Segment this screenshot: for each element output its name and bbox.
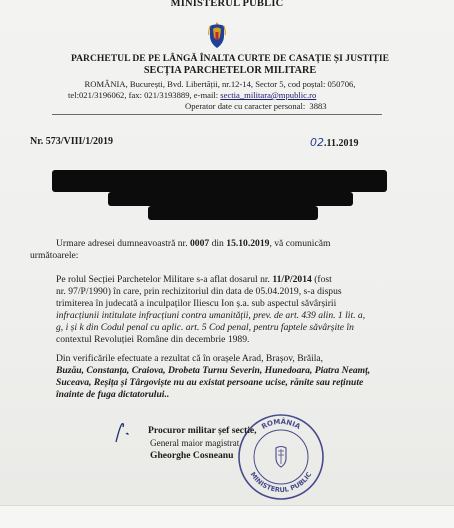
address-number: 0007 xyxy=(190,238,210,249)
paragraph-intro-line: următoarele: xyxy=(30,250,79,261)
registration-number: Nr. 573/VIII/1/2019 xyxy=(30,136,113,147)
ministry-heading: MINISTERUL PUBLIC xyxy=(170,0,284,9)
contact-line xyxy=(68,90,316,100)
address-line: ROMÂNIA, București, Bvd. Libertății, nr.12-14, Sector 5, cod poștal: 050706, xyxy=(84,79,356,89)
text-fragment: Urmare adresei dumneavoastră nr. xyxy=(56,238,188,249)
paragraph-intro-line xyxy=(56,238,330,250)
section-title: SECȚIA PARCHETELOR MILITARE xyxy=(143,65,317,76)
paragraph-findings-line: înainte de fuga dictatorului.. xyxy=(56,389,170,400)
stamp-top-text: ROMÂNIA xyxy=(260,417,302,431)
paragraph-findings-line: Din verificările efectuate a rezultat că în orașele Arad, Brașov, Brăila, xyxy=(56,353,324,364)
case-number: 11/P/2014 xyxy=(272,274,312,285)
paragraph-case-line: infracțiunii intitulate infracțiuni contra umanității, prev. de art. 439 alin. 1 lit. a, xyxy=(56,310,366,321)
svg-text:ROMÂNIA xyxy=(260,417,302,431)
paragraph-case-line: contextul Revoluției Române din decembrie 1989. xyxy=(56,334,250,345)
stamp-bottom-text: MINISTERUL PUBLIC xyxy=(248,470,314,495)
signature-stroke-icon xyxy=(112,420,134,446)
operator-label: Operator date cu caracter personal: xyxy=(185,101,306,111)
address-date: 15.10.2019 xyxy=(226,238,270,249)
text-fragment: (fost xyxy=(314,274,332,285)
official-stamp-icon xyxy=(236,412,326,502)
redaction-block xyxy=(148,206,318,220)
text-fragment: din xyxy=(211,238,224,249)
header-divider xyxy=(52,114,382,115)
svg-text:MINISTERUL PUBLIC xyxy=(249,471,314,494)
paragraph-findings-line: Suceava, Reșița și Târgoviște nu au existat persoane ucise, rănite sau reținute xyxy=(56,377,364,388)
document-date xyxy=(310,136,358,149)
romanian-coat-of-arms-icon xyxy=(207,21,227,49)
paragraph-case-line xyxy=(56,274,332,286)
signatory-rank: General maior magistrat xyxy=(150,438,240,448)
paragraph-case-line: g, i și k din Codul penal cu aplic. art. 5 Cod penal, pentru faptele săvârșite în xyxy=(56,322,354,333)
text-fragment: , vă comunicăm xyxy=(269,238,331,249)
contact-prefix: tel:021/3196062, fax: 021/3193889, e-mail: xyxy=(68,90,219,100)
redaction-block xyxy=(52,170,387,192)
prosecutor-office-title: PARCHETUL DE PE LÂNGĂ ÎNALTA CURTE DE CASAȚIE ȘI JUSTIȚIE xyxy=(70,53,390,64)
email-link[interactable]: sectia_militara@mpublic.ro xyxy=(220,90,317,100)
page-bottom-edge xyxy=(0,505,454,528)
signatory-role: Procuror militar șef secție, xyxy=(148,425,257,436)
text-fragment: Pe rolul Secției Parchetelor Militare s-a aflat dosarul nr. xyxy=(56,274,270,285)
signatory-name: Gheorghe Cosneanu xyxy=(150,450,234,461)
date-rest: .11.2019 xyxy=(324,138,359,149)
operator-number: 3883 xyxy=(309,101,327,111)
redaction-block xyxy=(108,192,353,206)
operator-line xyxy=(185,101,327,111)
paragraph-case-line: trimiterea în judecată a inculpaților Iliescu Ion ș.a. sub aspectul săvârșirii xyxy=(56,298,337,309)
handwritten-day: 02 xyxy=(310,136,324,149)
paragraph-findings-line: Buzău, Constanța, Craiova, Drobeta Turnu Severin, Hunedoara, Piatra Neamț, xyxy=(56,365,371,376)
paragraph-case-line: nr. 97/P/1990) în care, prin rechizitoriul din data de 05.04.2019, s-a dispus xyxy=(56,286,342,297)
